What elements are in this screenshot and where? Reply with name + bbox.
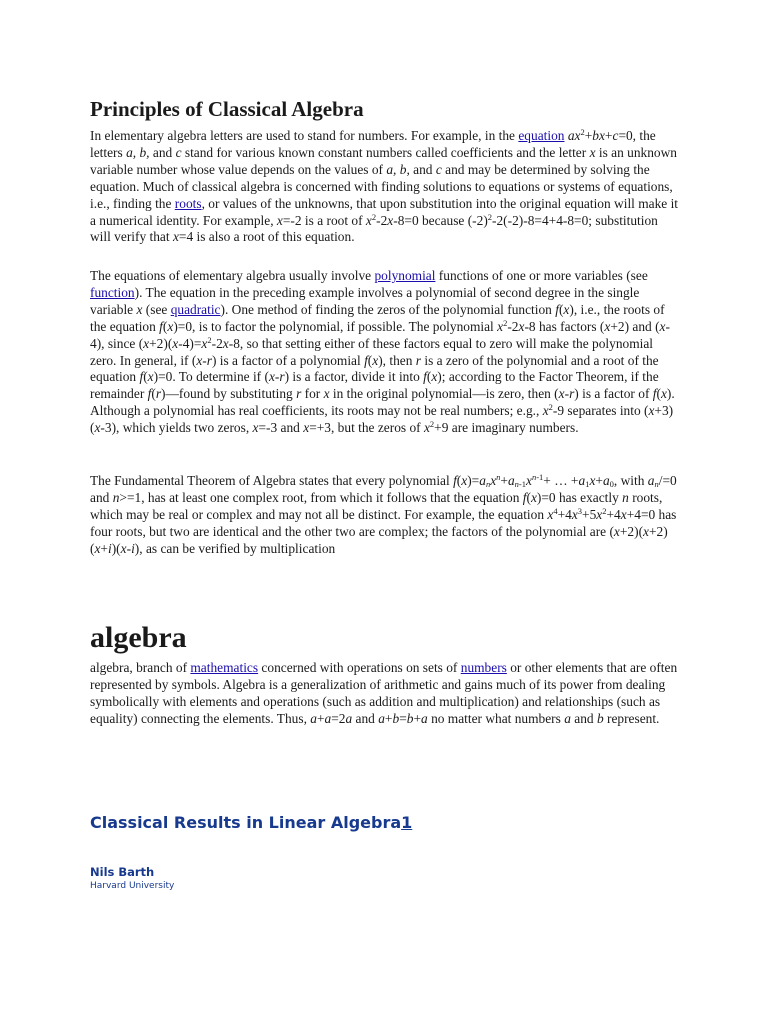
inline-link-mathematics[interactable]: mathematics: [190, 660, 259, 675]
inline-link-equation[interactable]: equation: [518, 128, 565, 143]
paragraph-algebra-definition: algebra, branch of mathematics concerned with operations on sets of numbers or other elements that are often represented by symbols. Algebra is a generalization of arithmetic and gains much of its power from dealing symbolically with elements and operations (such as addition and multiplication) and relationships (such as equality) connecting the elements. Thus, a+a=2a and a+b=b+a no matter what numbers a and b represent.: [90, 660, 678, 726]
inline-link-roots[interactable]: roots: [174, 195, 202, 211]
inline-link-numbers[interactable]: numbers: [460, 660, 507, 675]
inline-link-quadratic[interactable]: quadratic: [170, 301, 221, 317]
inline-link-function[interactable]: function: [90, 284, 135, 300]
inline-link-polynomial[interactable]: polynomial: [374, 268, 436, 283]
paragraph-fundamental-theorem: The Fundamental Theorem of Algebra states that every polynomial $f(x)=a_nx^n+a_{n-1}x^{n-1}+$ … $+a_1x+a_0$, with $a_n/=0$ and n>=1, has at least one complex root, from which it follows that the equation f(x)=0 has exactly n roots, which may be real or complex and may not all be distinct. For example, the equation $x^4+4x^3+5x^2+4x+4=0$ has four roots, but two are identical and the other two are complex; the factors of the polynomial are (x+2)(x+2)(x+i)(x-i), as can be verified by multiplication: [90, 472, 677, 556]
author-name: Nils Barth: [90, 865, 155, 879]
paragraph-classical-intro: In elementary algebra letters are used to stand for numbers. For example, in the equation $ax^2+bx+c=0$, the letters a, b, and c stand for various known constant numbers called coefficients and the letter x is an unknown variable number whose value depends on the values of a, b, and c and may be determined by solving the equation. Much of classical algebra is concerned with finding solutions to equations or systems of equations, i.e., finding the roots, or values of the unknowns, that upon substitution into the original equation will make it a numerical identity. For example, x=-2 is a root of $x^2-2x-8=0$ because $(-2)^2-2(-2)-8=4+4-8=0$; substitution will verify that x=4 is also a root of this equation.: [90, 127, 679, 245]
author-affiliation: Harvard University: [90, 881, 175, 891]
section-title-principles: Principles of Classical Algebra: [90, 97, 364, 121]
linear-algebra-title-text: Classical Results in Linear Algebra: [90, 813, 402, 832]
section-title-linear-algebra: [90, 812, 412, 834]
section-title-algebra: algebra: [90, 621, 187, 654]
footnote-link[interactable]: 1: [401, 813, 413, 832]
paragraph-polynomials: The equations of elementary algebra usually involve polynomial functions of one or more variables (see function). The equation in the preceding example involves a polynomial of second degree in the single variable x (see quadratic). One method of finding the zeros of the polynomial function f(x), i.e., the roots of the equation f(x)=0, is to factor the polynomial, if possible. The polynomial $x^2-2x-8$ has factors (x+2) and (x-4), since $(x+2)(x-4)=x^2-2x-8$, so that setting either of these factors equal to zero will make the polynomial zero. In general, if (x-r) is a factor of a polynomial f(x), then r is a zero of the polynomial and a root of the equation f(x)=0. To determine if (x-r) is a factor, divide it into f(x); according to the Factor Theorem, if the remainder f(r)—found by substituting r for x in the original polynomial—is zero, then (x-r) is a factor of f(x). Although a polynomial has real coefficients, its roots may not be real numbers; e.g., $x^2-9$ separates into (x+3)(x-3), which yields two zeros, x=-3 and x=+3, but the zeros of $x^2+9$ are imaginary numbers.: [90, 268, 675, 436]
